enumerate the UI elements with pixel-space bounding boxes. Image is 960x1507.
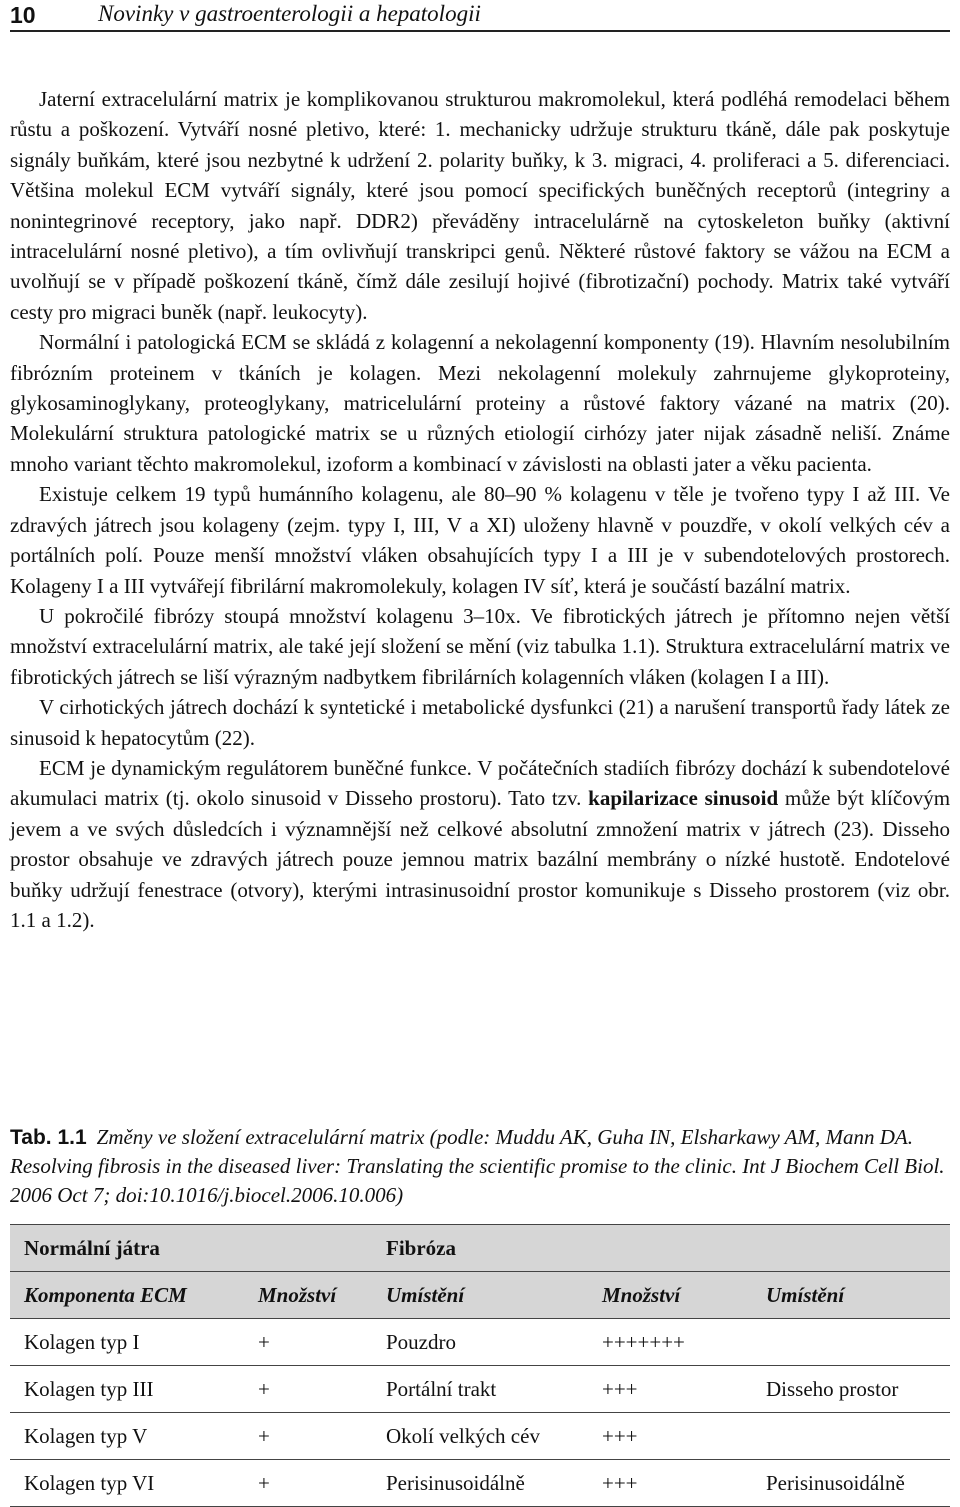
table-cell: +: [244, 1460, 372, 1507]
paragraph-2: Normální i patologická ECM se skládá z kolagenní a nekolagenní komponenty (19). Hlavním nesolubilním fibrózním proteinem v tkáních je kolagen. Mezi nekolagenní molekuly zahrnujeme glykoproteiny, glykosaminoglykany, proteoglykany, matricelulární proteiny a růstové faktory vázané na matrix (20). Molekulární struktura patologické matrix se u různých etiologií cirhózy jater nijak zásadně neliší. Známe mnoho variant těchto makromolekul, izoform a kombinací v závislosti na oblasti jater a věku pacienta.: [10, 330, 950, 476]
page-number: 10: [10, 2, 36, 28]
table-cell: Portální trakt: [372, 1366, 588, 1413]
column-header: Množství: [244, 1272, 372, 1319]
paragraph-5: V cirhotických játrech dochází k syntetické i metabolické dysfunkci (21) a narušení transportů řady látek ze sinusoid k hepatocytům (22).: [10, 695, 950, 750]
table-cell: Okolí velkých cév: [372, 1413, 588, 1460]
table-cell: Kolagen typ I: [10, 1319, 244, 1366]
bold-term: kapilarizace sinusoid: [588, 786, 779, 811]
running-title: Novinky v gastroenterologii a hepatologii: [98, 1, 481, 26]
table-cell: Kolagen typ III: [10, 1366, 244, 1413]
paragraph-4: U pokročilé fibrózy stoupá množství kolagenu 3–10x. Ve fibrotických játrech je přítomno nejen větší množství extracelulární matrix, ale také její složení se mění (viz tabulka 1.1). Struktura extracelulární matrix ve fibrotických játrech se liší výrazným nadbytkem fibrilárních kolagenních vláken (kolagen I a III).: [10, 603, 950, 689]
table-cell: +++: [588, 1413, 752, 1460]
table-cell: +++++++: [588, 1319, 752, 1366]
paragraph-6: [10, 753, 950, 935]
table-cell: Kolagen typ VI: [10, 1460, 244, 1507]
table-row: [10, 1413, 950, 1460]
table-cell: Kolagen typ V: [10, 1413, 244, 1460]
paragraph-1: Jaterní extracelulární matrix je komplikovanou strukturou makromolekul, která podléhá remodelaci během růstu a poškození. Vytváří nosné pletivo, které: 1. mechanicky udržuje strukturu tkáně, dále pak poskytuje signály buňkám, které jsou nezbytné k udržení 2. polarity buňky, k 3. migraci, 4. proliferaci a 5. diferenciaci. Většina molekul ECM vytváří signály, které jsou pomocí specifických buněčných receptorů (integriny a nonintegrinové receptory, jako např. DDR2) převáděny intracelulárně na cytoskeleton buňky (aktivní intracelulární nosné pletivo), a tím ovlivňují transkripci genů. Některé růstové faktory se vážou na ECM a uvolňují se v případě poškození tkáně, čímž dále zesilují hojivé (fibrotizační) pochody. Matrix také vytváří cesty pro migraci buněk (např. leukocyty).: [10, 87, 950, 324]
column-header: Umístění: [372, 1272, 588, 1319]
table-cell: [752, 1413, 950, 1460]
table-cell: Perisinusoidálně: [752, 1460, 950, 1507]
table-cell: Pouzdro: [372, 1319, 588, 1366]
group-header-fibrosis: Fibróza: [372, 1225, 950, 1272]
table-cell: +: [244, 1413, 372, 1460]
table-row: [10, 1366, 950, 1413]
table-row: [10, 1460, 950, 1507]
column-header: Množství: [588, 1272, 752, 1319]
table-caption: [10, 1123, 955, 1210]
table-label: Tab. 1.1: [10, 1126, 87, 1149]
table-caption-text: Změny ve složení extracelulární matrix (podle: Muddu AK, Guha IN, Elsharkawy AM, Mann DA. Resolving fibrosis in the diseased liver: Translating the scientific promise to the clinic. Int J Biochem Cell Biol. 2006 Oct 7; doi:10.1016/j.biocel.2006.10.006): [10, 1125, 945, 1207]
table-cell: Disseho prostor: [752, 1366, 950, 1413]
group-header-normal: Normální játra: [10, 1225, 372, 1272]
paragraph-6-end: může být klíčovým jevem a ve svých důsledcích i významnější než celkové absolutní zmnožení matrix v játrech (23). Disseho prostor obsahuje ve zdravých játrech pouze jemnou matrix bazální membrány o nízké hustotě. Endotelové buňky udržují fenestrace (otvory), kterými intrasinusoidní prostor komunikuje s Disseho prostorem (viz obr. 1.1 a 1.2).: [10, 786, 951, 932]
table-row: [10, 1319, 950, 1366]
column-header-row: [10, 1272, 950, 1319]
ecm-table: [10, 1224, 950, 1507]
body-text: [10, 84, 950, 935]
table-cell: +: [244, 1319, 372, 1366]
column-header: Umístění: [752, 1272, 950, 1319]
running-header: [10, 0, 950, 32]
table-cell: +++: [588, 1366, 752, 1413]
table-cell: [752, 1319, 950, 1366]
table-cell: +: [244, 1366, 372, 1413]
table-cell: +++: [588, 1460, 752, 1507]
group-header-row: [10, 1225, 950, 1272]
table-cell: Perisinusoidálně: [372, 1460, 588, 1507]
paragraph-6-start: ECM je dynamickým regulátorem buněčné funkce. V počátečních stadiích fibrózy dochází k subendotelové akumulaci matrix (tj. okolo sinusoid v Disseho prostoru). Tato tzv.: [10, 755, 950, 811]
column-header: Komponenta ECM: [10, 1272, 244, 1319]
paragraph-3: Existuje celkem 19 typů humánního kolagenu, ale 80–90 % kolagenu v těle je tvořeno typy I až III. Ve zdravých játrech jsou kolageny (zejm. typy I, III, V a XI) uloženy hlavně v pouzdře, v okolí velkých cév a portálních polí. Pouze menší množství vláken obsahujících typy I a III je v subendotelových prostorech. Kolageny I a III vytvářejí fibrilární makromolekuly, kolagen IV síť, která je součástí bazální matrix.: [10, 482, 950, 598]
